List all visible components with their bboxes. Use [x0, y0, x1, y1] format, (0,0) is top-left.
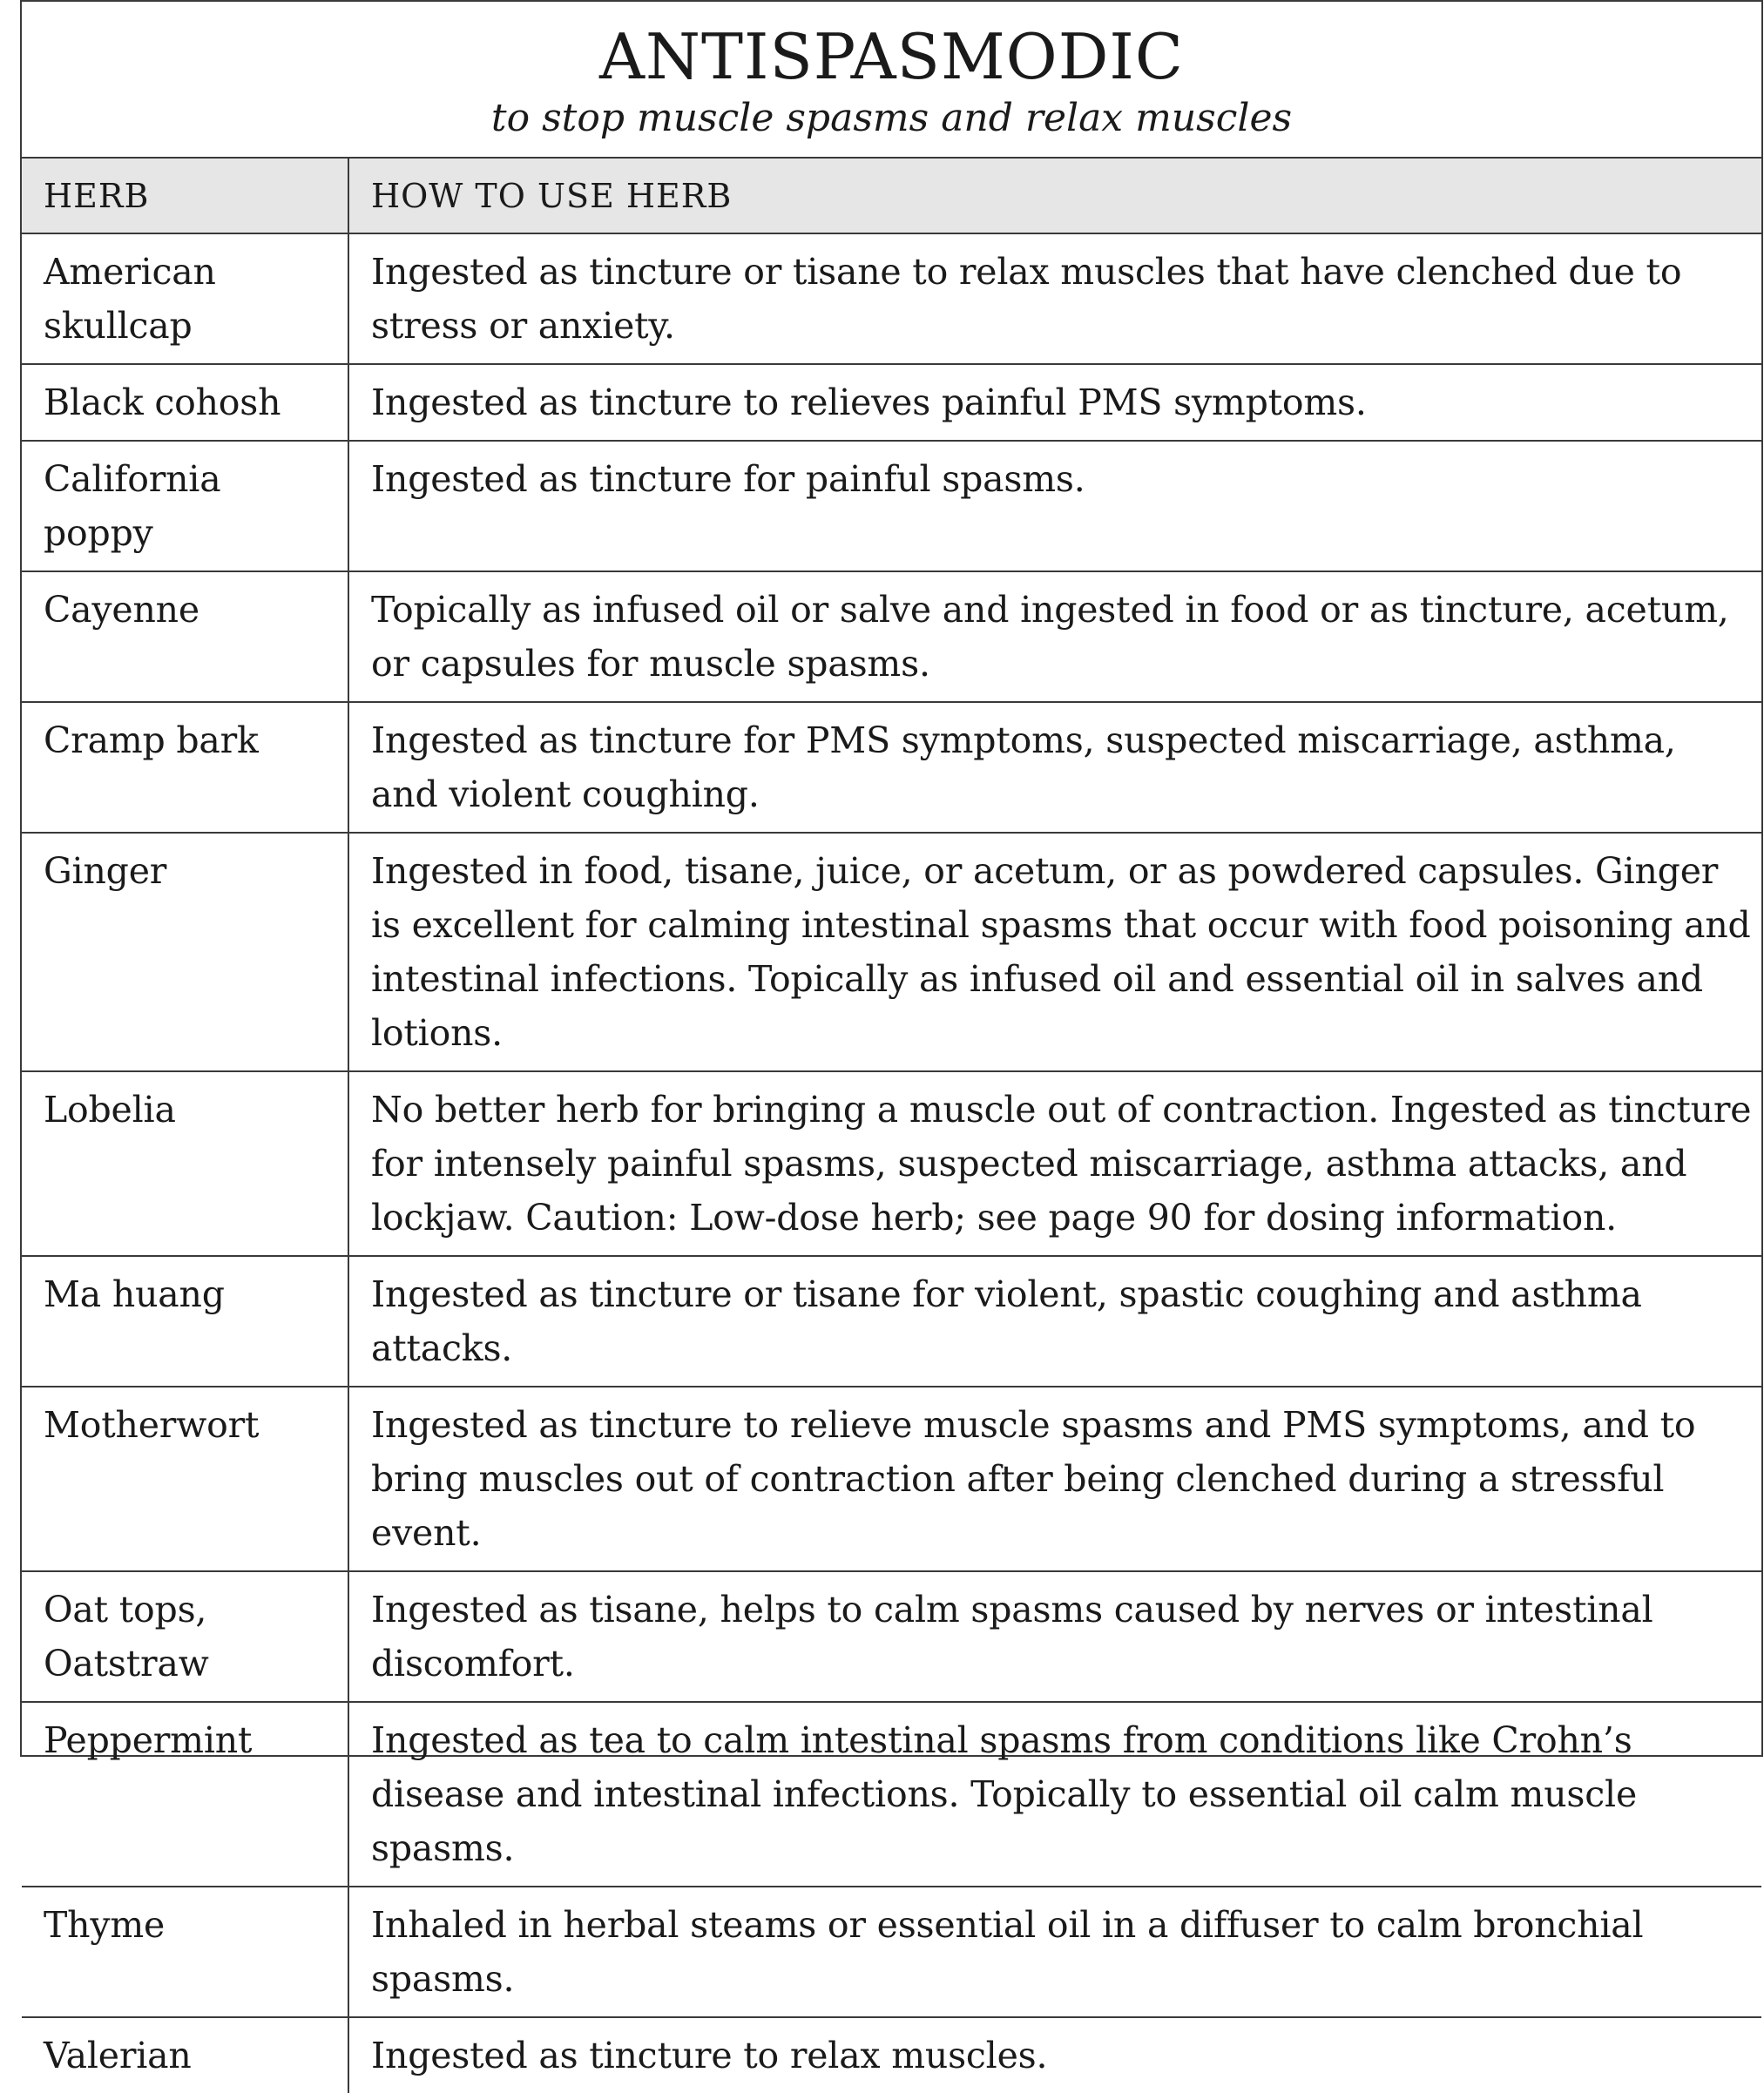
table-row	[22, 833, 1761, 1071]
herb-name: Ginger	[22, 833, 348, 1071]
herb-table	[22, 159, 1761, 2093]
title-block	[22, 2, 1761, 159]
herb-name: American skullcap	[22, 233, 348, 364]
herb-name: Peppermint	[22, 1702, 348, 1887]
herb-name: Thyme	[22, 1887, 348, 2017]
herb-usage: Ingested as tincture for painful spasms.	[348, 441, 1761, 571]
table-row	[22, 1071, 1761, 1256]
table-row	[22, 364, 1761, 441]
herb-usage: No better herb for bringing a muscle out of contraction. Ingested as tincture for intensely painful spasms, suspected miscarriage, asthma attacks, and lockjaw. Caution: Low-dose herb; see page 90 for dosing information.	[348, 1071, 1761, 1256]
herb-name: Black cohosh	[22, 364, 348, 441]
header-how-to-use: HOW TO USE HERB	[348, 159, 1761, 233]
herb-name: Cayenne	[22, 571, 348, 702]
herb-name: Motherwort	[22, 1387, 348, 1571]
herb-usage: Ingested as tincture for PMS symptoms, suspected miscarriage, asthma, and violent coughing.	[348, 702, 1761, 833]
herb-usage: Ingested in food, tisane, juice, or acetum, or as powdered capsules. Ginger is excellent for calming intestinal spasms that occur with food poisoning and intestinal infections. Topically as infused oil and essential oil in salves and lotions.	[348, 833, 1761, 1071]
table-row	[22, 441, 1761, 571]
herb-usage: Ingested as tincture to relax muscles.	[371, 2035, 1048, 2076]
page-subtitle: to stop muscle spasms and relax muscles	[490, 96, 1293, 140]
herb-usage: Ingested as tea to calm intestinal spasms from conditions like Crohn’s disease and intestinal infections. Topically to essential oil calm muscle spasms.	[348, 1702, 1761, 1887]
herb-name: Ma huang	[22, 1256, 348, 1387]
herb-name: Lobelia	[22, 1071, 348, 1256]
table-row	[22, 1702, 1761, 1887]
herb-name: Valerian	[22, 2017, 348, 2093]
table-row	[22, 571, 1761, 702]
herb-name: Cramp bark	[22, 702, 348, 833]
table-header-row	[22, 159, 1761, 233]
table-row	[22, 1256, 1761, 1387]
herb-usage: Ingested as tincture or tisane to relax muscles that have clenched due to stress or anxiety.	[348, 233, 1761, 364]
table-row	[22, 1571, 1761, 1702]
table-row	[22, 1887, 1761, 2017]
herb-usage: Ingested as tisane, helps to calm spasms caused by nerves or intestinal discomfort.	[348, 1571, 1761, 1702]
herb-name: Oat tops, Oatstraw	[22, 1571, 348, 1702]
herb-usage: Ingested as tincture or tisane for violent, spastic coughing and asthma attacks.	[348, 1256, 1761, 1387]
table-row	[22, 2017, 1761, 2093]
table-row	[22, 1387, 1761, 1571]
herb-usage: Ingested as tincture to relieves painful PMS symptoms.	[348, 364, 1761, 441]
page-title: ANTISPASMODIC	[599, 20, 1184, 93]
header-herb: HERB	[22, 159, 348, 233]
herb-table-frame	[20, 0, 1763, 2076]
table-row	[22, 702, 1761, 833]
herb-usage: Inhaled in herbal steams or essential oil in a diffuser to calm bronchial spasms.	[348, 1887, 1761, 2017]
table-row	[22, 233, 1761, 364]
herb-usage: Ingested as tincture to relieve muscle spasms and PMS symptoms, and to bring muscles out of contraction after being clenched during a stressful event.	[348, 1387, 1761, 1571]
herb-usage: Topically as infused oil or salve and ingested in food or as tincture, acetum, or capsules for muscle spasms.	[348, 571, 1761, 702]
herb-name: California poppy	[22, 441, 348, 571]
